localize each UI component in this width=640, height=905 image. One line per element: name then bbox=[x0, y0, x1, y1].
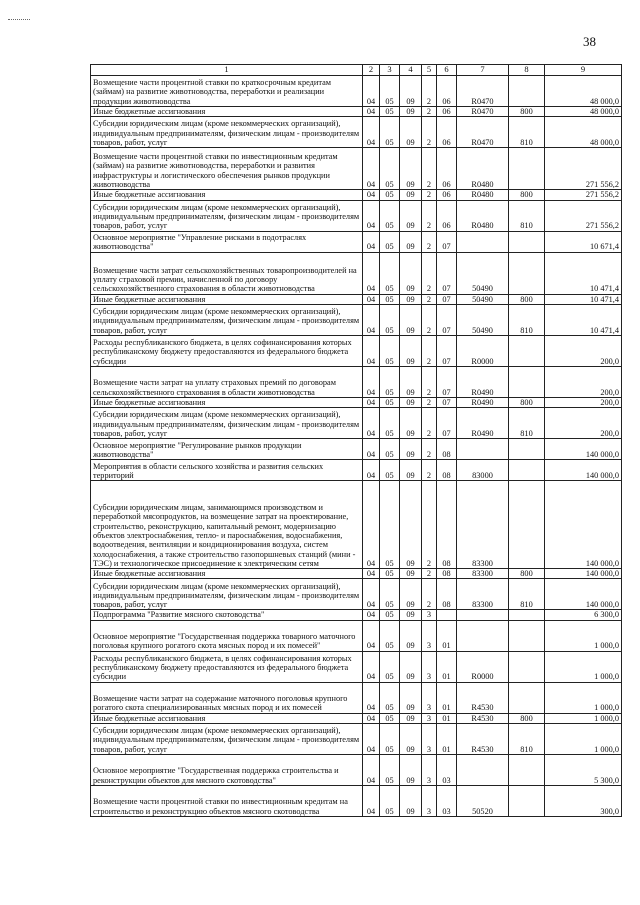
item-name-cell: Расходы республиканского бюджета, в целях софинансирования которых республиканскому бюджету предоставляются из федерального бюджета субсидии bbox=[91, 335, 363, 366]
event-code-cell: 06 bbox=[437, 107, 457, 117]
subsection-code-cell: 05 bbox=[380, 366, 400, 397]
column-header: 5 bbox=[422, 65, 437, 76]
subsection-code-cell: 05 bbox=[380, 190, 400, 200]
program-code-cell: 09 bbox=[400, 651, 422, 682]
expense-type-code-cell bbox=[509, 786, 545, 817]
table-row bbox=[91, 786, 622, 817]
direction-code-cell: R0480 bbox=[457, 190, 509, 200]
subsection-code-cell: 05 bbox=[380, 252, 400, 294]
direction-code-cell bbox=[457, 439, 509, 460]
subsection-code-cell: 05 bbox=[380, 682, 400, 713]
column-header: 1 bbox=[91, 65, 363, 76]
section-code-cell: 04 bbox=[363, 713, 380, 723]
program-code-cell: 09 bbox=[400, 755, 422, 786]
subsection-code-cell: 05 bbox=[380, 755, 400, 786]
amount-cell: 10 671,4 bbox=[545, 231, 622, 252]
subprogram-code-cell: 2 bbox=[422, 107, 437, 117]
table-row bbox=[91, 190, 622, 200]
program-code-cell: 09 bbox=[400, 713, 422, 723]
section-code-cell: 04 bbox=[363, 651, 380, 682]
item-name-cell: Возмещение части затрат на содержание маточного поголовья крупного рогатого скота специализированных мясных пород и их помесей bbox=[91, 682, 363, 713]
program-code-cell: 09 bbox=[400, 200, 422, 231]
event-code-cell: 07 bbox=[437, 294, 457, 304]
item-name-cell: Субсидии юридическим лицам (кроме некоммерческих организаций), индивидуальным предпринимателям, физическим лицам - производителям товаров, работ, услуг bbox=[91, 117, 363, 148]
table-row bbox=[91, 200, 622, 231]
table-header-row bbox=[91, 65, 622, 76]
expense-type-code-cell bbox=[509, 620, 545, 651]
amount-cell: 5 300,0 bbox=[545, 755, 622, 786]
direction-code-cell: 83000 bbox=[457, 460, 509, 481]
column-header: 9 bbox=[545, 65, 622, 76]
section-code-cell: 04 bbox=[363, 397, 380, 407]
subsection-code-cell: 05 bbox=[380, 724, 400, 755]
expense-type-code-cell: 800 bbox=[509, 294, 545, 304]
event-code-cell: 03 bbox=[437, 786, 457, 817]
amount-cell: 1 000,0 bbox=[545, 682, 622, 713]
subprogram-code-cell: 3 bbox=[422, 682, 437, 713]
table-row bbox=[91, 481, 622, 569]
event-code-cell: 06 bbox=[437, 117, 457, 148]
program-code-cell: 09 bbox=[400, 569, 422, 579]
section-code-cell: 04 bbox=[363, 460, 380, 481]
subprogram-code-cell: 2 bbox=[422, 200, 437, 231]
column-header: 7 bbox=[457, 65, 509, 76]
subsection-code-cell: 05 bbox=[380, 148, 400, 190]
expense-type-code-cell bbox=[509, 148, 545, 190]
expense-type-code-cell: 800 bbox=[509, 713, 545, 723]
event-code-cell bbox=[437, 610, 457, 620]
column-header: 4 bbox=[400, 65, 422, 76]
subprogram-code-cell: 2 bbox=[422, 294, 437, 304]
direction-code-cell: 83300 bbox=[457, 481, 509, 569]
table-row bbox=[91, 148, 622, 190]
program-code-cell: 09 bbox=[400, 366, 422, 397]
subprogram-code-cell: 2 bbox=[422, 579, 437, 610]
column-header: 8 bbox=[509, 65, 545, 76]
subsection-code-cell: 05 bbox=[380, 231, 400, 252]
table-row bbox=[91, 439, 622, 460]
event-code-cell: 07 bbox=[437, 366, 457, 397]
subprogram-code-cell: 2 bbox=[422, 231, 437, 252]
direction-code-cell: R4530 bbox=[457, 724, 509, 755]
item-name-cell: Возмещение части процентной ставки по инвестиционным кредитам на строительство и реконструкцию объектов мясного скотоводства bbox=[91, 786, 363, 817]
table-row bbox=[91, 397, 622, 407]
expense-type-code-cell: 810 bbox=[509, 579, 545, 610]
table-row bbox=[91, 460, 622, 481]
direction-code-cell bbox=[457, 231, 509, 252]
item-name-cell: Иные бюджетные ассигнования bbox=[91, 397, 363, 407]
program-code-cell: 09 bbox=[400, 682, 422, 713]
direction-code-cell: R0480 bbox=[457, 200, 509, 231]
direction-code-cell: R4530 bbox=[457, 713, 509, 723]
program-code-cell: 09 bbox=[400, 408, 422, 439]
item-name-cell: Иные бюджетные ассигнования bbox=[91, 713, 363, 723]
item-name-cell: Основное мероприятие "Регулирование рынков продукции животноводства" bbox=[91, 439, 363, 460]
subsection-code-cell: 05 bbox=[380, 294, 400, 304]
direction-code-cell: R4530 bbox=[457, 682, 509, 713]
expense-type-code-cell bbox=[509, 460, 545, 481]
item-name-cell: Иные бюджетные ассигнования bbox=[91, 107, 363, 117]
subsection-code-cell: 05 bbox=[380, 397, 400, 407]
expense-type-code-cell: 810 bbox=[509, 200, 545, 231]
table-row bbox=[91, 294, 622, 304]
direction-code-cell: R0480 bbox=[457, 148, 509, 190]
table-row bbox=[91, 366, 622, 397]
direction-code-cell: R0490 bbox=[457, 366, 509, 397]
corner-mark bbox=[8, 19, 30, 20]
subsection-code-cell: 05 bbox=[380, 408, 400, 439]
expense-type-code-cell bbox=[509, 252, 545, 294]
event-code-cell: 01 bbox=[437, 713, 457, 723]
amount-cell: 1 000,0 bbox=[545, 620, 622, 651]
column-header: 3 bbox=[380, 65, 400, 76]
program-code-cell: 09 bbox=[400, 231, 422, 252]
section-code-cell: 04 bbox=[363, 200, 380, 231]
subsection-code-cell: 05 bbox=[380, 713, 400, 723]
direction-code-cell: R0470 bbox=[457, 76, 509, 107]
section-code-cell: 04 bbox=[363, 610, 380, 620]
subprogram-code-cell: 2 bbox=[422, 481, 437, 569]
program-code-cell: 09 bbox=[400, 304, 422, 335]
program-code-cell: 09 bbox=[400, 252, 422, 294]
direction-code-cell: 83300 bbox=[457, 579, 509, 610]
table-row bbox=[91, 755, 622, 786]
program-code-cell: 09 bbox=[400, 786, 422, 817]
event-code-cell: 07 bbox=[437, 408, 457, 439]
program-code-cell: 09 bbox=[400, 294, 422, 304]
event-code-cell: 01 bbox=[437, 651, 457, 682]
section-code-cell: 04 bbox=[363, 335, 380, 366]
table-row bbox=[91, 304, 622, 335]
expense-type-code-cell: 810 bbox=[509, 724, 545, 755]
table-row bbox=[91, 117, 622, 148]
table-row bbox=[91, 610, 622, 620]
program-code-cell: 09 bbox=[400, 107, 422, 117]
section-code-cell: 04 bbox=[363, 107, 380, 117]
amount-cell: 6 300,0 bbox=[545, 610, 622, 620]
section-code-cell: 04 bbox=[363, 439, 380, 460]
section-code-cell: 04 bbox=[363, 755, 380, 786]
section-code-cell: 04 bbox=[363, 294, 380, 304]
event-code-cell: 08 bbox=[437, 579, 457, 610]
direction-code-cell: 50490 bbox=[457, 294, 509, 304]
amount-cell: 140 000,0 bbox=[545, 569, 622, 579]
program-code-cell: 09 bbox=[400, 724, 422, 755]
table-row bbox=[91, 408, 622, 439]
program-code-cell: 09 bbox=[400, 579, 422, 610]
subsection-code-cell: 05 bbox=[380, 786, 400, 817]
item-name-cell: Основное мероприятие "Государственная поддержка товарного маточного поголовья крупного рогатого скота мясных пород и их помесей" bbox=[91, 620, 363, 651]
table-row bbox=[91, 107, 622, 117]
event-code-cell: 06 bbox=[437, 200, 457, 231]
subprogram-code-cell: 3 bbox=[422, 786, 437, 817]
section-code-cell: 04 bbox=[363, 408, 380, 439]
direction-code-cell: R0000 bbox=[457, 335, 509, 366]
table-row bbox=[91, 569, 622, 579]
expense-type-code-cell: 800 bbox=[509, 190, 545, 200]
event-code-cell: 03 bbox=[437, 755, 457, 786]
amount-cell: 1 000,0 bbox=[545, 713, 622, 723]
section-code-cell: 04 bbox=[363, 148, 380, 190]
section-code-cell: 04 bbox=[363, 117, 380, 148]
expense-type-code-cell bbox=[509, 231, 545, 252]
amount-cell: 140 000,0 bbox=[545, 579, 622, 610]
event-code-cell: 01 bbox=[437, 620, 457, 651]
amount-cell: 48 000,0 bbox=[545, 117, 622, 148]
expense-type-code-cell: 810 bbox=[509, 304, 545, 335]
amount-cell: 48 000,0 bbox=[545, 107, 622, 117]
program-code-cell: 09 bbox=[400, 117, 422, 148]
amount-cell: 300,0 bbox=[545, 786, 622, 817]
subprogram-code-cell: 2 bbox=[422, 190, 437, 200]
item-name-cell: Основное мероприятие "Государственная поддержка строительства и реконструкции объектов для мясного скотоводства" bbox=[91, 755, 363, 786]
event-code-cell: 07 bbox=[437, 231, 457, 252]
amount-cell: 200,0 bbox=[545, 366, 622, 397]
item-name-cell: Возмещение части затрат на уплату страховых премий по договорам сельскохозяйственного страхования в области животноводства bbox=[91, 366, 363, 397]
subprogram-code-cell: 3 bbox=[422, 610, 437, 620]
section-code-cell: 04 bbox=[363, 724, 380, 755]
subsection-code-cell: 05 bbox=[380, 117, 400, 148]
item-name-cell: Субсидии юридическим лицам (кроме некоммерческих организаций), индивидуальным предпринимателям, физическим лицам - производителям товаров, работ, услуг bbox=[91, 408, 363, 439]
subprogram-code-cell: 2 bbox=[422, 148, 437, 190]
direction-code-cell: R0470 bbox=[457, 107, 509, 117]
event-code-cell: 07 bbox=[437, 335, 457, 366]
section-code-cell: 04 bbox=[363, 569, 380, 579]
expense-type-code-cell bbox=[509, 439, 545, 460]
subsection-code-cell: 05 bbox=[380, 610, 400, 620]
table-row bbox=[91, 620, 622, 651]
subprogram-code-cell: 2 bbox=[422, 408, 437, 439]
section-code-cell: 04 bbox=[363, 620, 380, 651]
amount-cell: 10 471,4 bbox=[545, 304, 622, 335]
expense-type-code-cell bbox=[509, 755, 545, 786]
direction-code-cell: R0470 bbox=[457, 117, 509, 148]
expense-type-code-cell bbox=[509, 335, 545, 366]
subprogram-code-cell: 2 bbox=[422, 569, 437, 579]
section-code-cell: 04 bbox=[363, 481, 380, 569]
amount-cell: 200,0 bbox=[545, 408, 622, 439]
expense-type-code-cell: 800 bbox=[509, 569, 545, 579]
program-code-cell: 09 bbox=[400, 439, 422, 460]
table-row bbox=[91, 651, 622, 682]
section-code-cell: 04 bbox=[363, 579, 380, 610]
amount-cell: 271 556,2 bbox=[545, 200, 622, 231]
event-code-cell: 01 bbox=[437, 682, 457, 713]
direction-code-cell: 50490 bbox=[457, 252, 509, 294]
event-code-cell: 08 bbox=[437, 569, 457, 579]
event-code-cell: 07 bbox=[437, 252, 457, 294]
subprogram-code-cell: 2 bbox=[422, 335, 437, 366]
table-row bbox=[91, 76, 622, 107]
program-code-cell: 09 bbox=[400, 397, 422, 407]
item-name-cell: Основное мероприятие "Управление рисками в подотраслях животноводства" bbox=[91, 231, 363, 252]
page-number: 38 bbox=[583, 34, 596, 49]
subprogram-code-cell: 3 bbox=[422, 651, 437, 682]
direction-code-cell: R0490 bbox=[457, 408, 509, 439]
subprogram-code-cell: 3 bbox=[422, 724, 437, 755]
subsection-code-cell: 05 bbox=[380, 439, 400, 460]
table-row bbox=[91, 335, 622, 366]
amount-cell: 10 471,4 bbox=[545, 294, 622, 304]
subsection-code-cell: 05 bbox=[380, 200, 400, 231]
program-code-cell: 09 bbox=[400, 620, 422, 651]
table-row bbox=[91, 713, 622, 723]
expense-type-code-cell bbox=[509, 651, 545, 682]
event-code-cell: 07 bbox=[437, 397, 457, 407]
subsection-code-cell: 05 bbox=[380, 579, 400, 610]
expense-type-code-cell bbox=[509, 366, 545, 397]
subprogram-code-cell: 2 bbox=[422, 366, 437, 397]
budget-table bbox=[90, 64, 622, 817]
subprogram-code-cell: 2 bbox=[422, 397, 437, 407]
event-code-cell: 08 bbox=[437, 439, 457, 460]
expense-type-code-cell: 800 bbox=[509, 107, 545, 117]
item-name-cell: Подпрограмма "Развитие мясного скотоводства" bbox=[91, 610, 363, 620]
subprogram-code-cell: 2 bbox=[422, 252, 437, 294]
direction-code-cell bbox=[457, 620, 509, 651]
item-name-cell: Субсидии юридическим лицам, занимающимся производством и переработкой мясопродуктов, на возмещение затрат на проектирование, строительство, реконструкцию, капитальный ремонт, модернизацию объектов электроснабжения, тепло- и пароснабжения, водоснабжения, водоотведения, вентиляции и кондиционирования воздуха, систем холодоснабжения, а также строительство газопоршневых станций (мини - ТЭС) и технологическое присоединение к электрическим сетям bbox=[91, 481, 363, 569]
amount-cell: 10 471,4 bbox=[545, 252, 622, 294]
subprogram-code-cell: 2 bbox=[422, 76, 437, 107]
subprogram-code-cell: 2 bbox=[422, 117, 437, 148]
event-code-cell: 08 bbox=[437, 481, 457, 569]
table-row bbox=[91, 252, 622, 294]
subprogram-code-cell: 2 bbox=[422, 460, 437, 481]
program-code-cell: 09 bbox=[400, 190, 422, 200]
subsection-code-cell: 05 bbox=[380, 335, 400, 366]
item-name-cell: Возмещение части процентной ставки по краткосрочным кредитам (займам) на развитие животноводства, переработки и реализации продукции животноводства bbox=[91, 76, 363, 107]
subsection-code-cell: 05 bbox=[380, 107, 400, 117]
subsection-code-cell: 05 bbox=[380, 651, 400, 682]
item-name-cell: Иные бюджетные ассигнования bbox=[91, 569, 363, 579]
table-row bbox=[91, 724, 622, 755]
amount-cell: 200,0 bbox=[545, 397, 622, 407]
amount-cell: 1 000,0 bbox=[545, 651, 622, 682]
expense-type-code-cell bbox=[509, 76, 545, 107]
table-row bbox=[91, 231, 622, 252]
subprogram-code-cell: 2 bbox=[422, 304, 437, 335]
item-name-cell: Субсидии юридическим лицам (кроме некоммерческих организаций), индивидуальным предпринимателям, физическим лицам - производителям товаров, работ, услуг bbox=[91, 724, 363, 755]
subsection-code-cell: 05 bbox=[380, 460, 400, 481]
event-code-cell: 06 bbox=[437, 148, 457, 190]
program-code-cell: 09 bbox=[400, 76, 422, 107]
section-code-cell: 04 bbox=[363, 190, 380, 200]
amount-cell: 140 000,0 bbox=[545, 460, 622, 481]
amount-cell: 271 556,2 bbox=[545, 190, 622, 200]
event-code-cell: 01 bbox=[437, 724, 457, 755]
section-code-cell: 04 bbox=[363, 786, 380, 817]
subsection-code-cell: 05 bbox=[380, 304, 400, 335]
subsection-code-cell: 05 bbox=[380, 620, 400, 651]
amount-cell: 271 556,2 bbox=[545, 148, 622, 190]
expense-type-code-cell: 800 bbox=[509, 397, 545, 407]
subsection-code-cell: 05 bbox=[380, 481, 400, 569]
amount-cell: 48 000,0 bbox=[545, 76, 622, 107]
subprogram-code-cell: 2 bbox=[422, 439, 437, 460]
section-code-cell: 04 bbox=[363, 304, 380, 335]
program-code-cell: 09 bbox=[400, 610, 422, 620]
event-code-cell: 06 bbox=[437, 76, 457, 107]
event-code-cell: 07 bbox=[437, 304, 457, 335]
subprogram-code-cell: 3 bbox=[422, 713, 437, 723]
column-header: 2 bbox=[363, 65, 380, 76]
item-name-cell: Иные бюджетные ассигнования bbox=[91, 190, 363, 200]
direction-code-cell: 83300 bbox=[457, 569, 509, 579]
item-name-cell: Возмещение части процентной ставки по инвестиционным кредитам (займам) на развитие животноводства, переработки и развития инфраструктуры и логистического обеспечения рынков продукции животноводства bbox=[91, 148, 363, 190]
subsection-code-cell: 05 bbox=[380, 569, 400, 579]
program-code-cell: 09 bbox=[400, 148, 422, 190]
table-row bbox=[91, 579, 622, 610]
program-code-cell: 09 bbox=[400, 460, 422, 481]
item-name-cell: Субсидии юридическим лицам (кроме некоммерческих организаций), индивидуальным предпринимателям, физическим лицам - производителям товаров, работ, услуг bbox=[91, 304, 363, 335]
section-code-cell: 04 bbox=[363, 252, 380, 294]
section-code-cell: 04 bbox=[363, 231, 380, 252]
item-name-cell: Субсидии юридическим лицам (кроме некоммерческих организаций), индивидуальным предпринимателям, физическим лицам - производителям товаров, работ, услуг bbox=[91, 579, 363, 610]
direction-code-cell bbox=[457, 755, 509, 786]
expense-type-code-cell bbox=[509, 682, 545, 713]
item-name-cell: Субсидии юридическим лицам (кроме некоммерческих организаций), индивидуальным предпринимателям, физическим лицам - производителям товаров, работ, услуг bbox=[91, 200, 363, 231]
item-name-cell: Расходы республиканского бюджета, в целях софинансирования которых республиканскому бюджету предоставляются из федерального бюджета субсидии bbox=[91, 651, 363, 682]
subprogram-code-cell: 3 bbox=[422, 755, 437, 786]
column-header: 6 bbox=[437, 65, 457, 76]
subprogram-code-cell: 3 bbox=[422, 620, 437, 651]
direction-code-cell bbox=[457, 610, 509, 620]
expense-type-code-cell bbox=[509, 610, 545, 620]
amount-cell: 200,0 bbox=[545, 335, 622, 366]
item-name-cell: Возмещение части затрат сельскохозяйственных товаропроизводителей на уплату страховой премии, начисленной по договору сельскохозяйственного страхования в области животноводства bbox=[91, 252, 363, 294]
direction-code-cell: R0000 bbox=[457, 651, 509, 682]
amount-cell: 140 000,0 bbox=[545, 439, 622, 460]
event-code-cell: 08 bbox=[437, 460, 457, 481]
subsection-code-cell: 05 bbox=[380, 76, 400, 107]
direction-code-cell: 50490 bbox=[457, 304, 509, 335]
direction-code-cell: 50520 bbox=[457, 786, 509, 817]
section-code-cell: 04 bbox=[363, 366, 380, 397]
section-code-cell: 04 bbox=[363, 682, 380, 713]
expense-type-code-cell: 810 bbox=[509, 117, 545, 148]
section-code-cell: 04 bbox=[363, 76, 380, 107]
expense-type-code-cell: 810 bbox=[509, 408, 545, 439]
amount-cell: 140 000,0 bbox=[545, 481, 622, 569]
item-name-cell: Иные бюджетные ассигнования bbox=[91, 294, 363, 304]
table-row bbox=[91, 682, 622, 713]
event-code-cell: 06 bbox=[437, 190, 457, 200]
direction-code-cell: R0490 bbox=[457, 397, 509, 407]
program-code-cell: 09 bbox=[400, 481, 422, 569]
item-name-cell: Мероприятия в области сельского хозяйства и развития сельских территорий bbox=[91, 460, 363, 481]
expense-type-code-cell bbox=[509, 481, 545, 569]
program-code-cell: 09 bbox=[400, 335, 422, 366]
amount-cell: 1 000,0 bbox=[545, 724, 622, 755]
